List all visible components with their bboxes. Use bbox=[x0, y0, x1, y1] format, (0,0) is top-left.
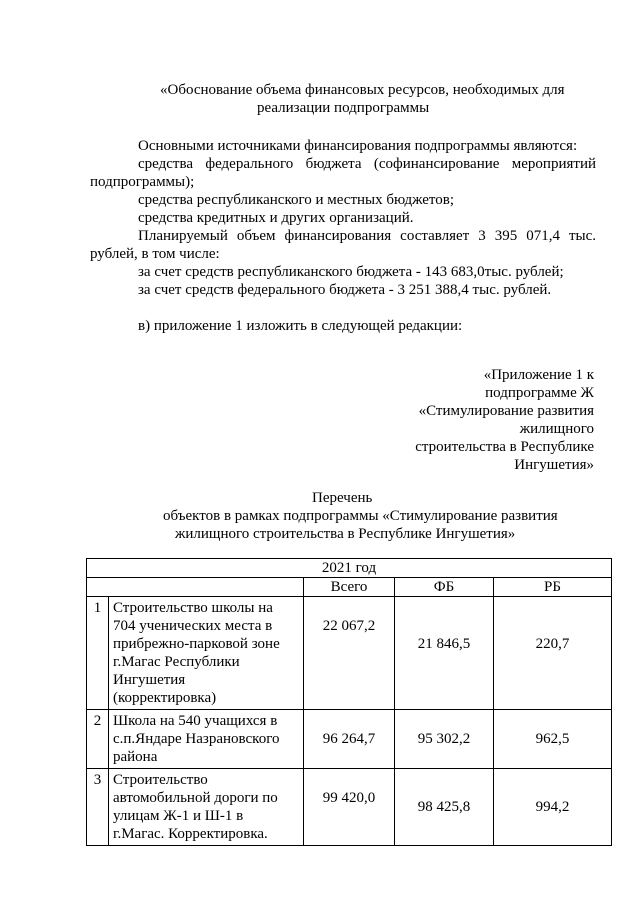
row-number: 1 bbox=[87, 597, 109, 710]
table-header-rb: РБ bbox=[494, 578, 612, 597]
section-heading-line2: реализации подпрограммы bbox=[257, 100, 430, 116]
row-number: 2 bbox=[87, 710, 109, 769]
row-object-name-line: Школа на 540 учащихся в bbox=[113, 713, 278, 729]
row-object-name-line: Строительство bbox=[113, 772, 208, 788]
table-row bbox=[87, 769, 612, 846]
row-object-name-line: прибрежно-парковой зоне bbox=[113, 636, 280, 652]
row-rb-value: 962,5 bbox=[494, 710, 612, 769]
row-object-name bbox=[109, 597, 304, 710]
row-object-name-line: с.п.Яндаре Назрановского bbox=[113, 731, 280, 747]
list-title-line1: Перечень bbox=[312, 490, 373, 506]
table-header-empty-cell bbox=[87, 578, 304, 597]
row-object-name-line: улицам Ж-1 и Ш-1 в bbox=[113, 808, 244, 824]
paragraph-republic-budget: средства республиканского и местных бюджетов; bbox=[138, 192, 455, 208]
paragraph-federal-amount: за счет средств федерального бюджета - 3 251 388,4 тыс. рублей. bbox=[138, 282, 552, 298]
table-row bbox=[87, 710, 612, 769]
row-rb-value: 220,7 bbox=[494, 597, 612, 710]
objects-table bbox=[86, 558, 612, 846]
section-heading-line1: «Обоснование объема финансовых ресурсов, необходимых для bbox=[160, 82, 565, 98]
paragraph-federal-budget-line1: средства федерального бюджета (софинансирование мероприятий bbox=[138, 156, 596, 172]
row-object-name-line: Строительство школы на bbox=[113, 600, 273, 616]
paragraph-republic-amount: за счет средств республиканского бюджета - 143 683,0тыс. рублей; bbox=[138, 264, 564, 280]
paragraph-credit-orgs: средства кредитных и других организаций. bbox=[138, 210, 414, 226]
row-total-value: 96 264,7 bbox=[304, 710, 395, 769]
row-total-value: 99 420,0 bbox=[304, 769, 395, 846]
row-object-name-line: района bbox=[113, 749, 158, 765]
appendix-label-line1: «Приложение 1 к bbox=[483, 367, 594, 383]
row-number: 3 bbox=[87, 769, 109, 846]
row-object-name-line: г.Магас. Корректировка. bbox=[113, 826, 268, 842]
row-object-name-line: г.Магас Республики bbox=[113, 654, 240, 670]
table-header-fb: ФБ bbox=[395, 578, 494, 597]
appendix-label-line4: жилищного bbox=[519, 421, 594, 437]
table-year-cell: 2021 год bbox=[87, 559, 612, 578]
appendix-label-line2: подпрограмме Ж bbox=[485, 385, 594, 401]
row-object-name-line: Ингушетия bbox=[113, 672, 186, 688]
appendix-label-line3: «Стимулирование развития bbox=[418, 403, 594, 419]
row-fb-value: 21 846,5 bbox=[395, 597, 494, 710]
paragraph-planned-volume-line1: Планируемый объем финансирования составляет 3 395 071,4 тыс. bbox=[138, 228, 596, 244]
paragraph-appendix-instruction: в) приложение 1 изложить в следующей редакции: bbox=[138, 318, 463, 334]
list-title-line3: жилищного строительства в Республике Ингушетия» bbox=[175, 526, 516, 542]
paragraph-federal-budget-line2: подпрограммы); bbox=[90, 174, 195, 190]
appendix-label-line6: Ингушетия» bbox=[514, 457, 594, 473]
row-object-name-line: автомобильной дороги по bbox=[113, 790, 278, 806]
row-object-name-line: (корректировка) bbox=[113, 690, 217, 706]
row-object-name bbox=[109, 769, 304, 846]
appendix-label-line5: строительства в Республике bbox=[415, 439, 594, 455]
row-fb-value: 95 302,2 bbox=[395, 710, 494, 769]
list-title-line2: объектов в рамках подпрограммы «Стимулирование развития bbox=[163, 508, 558, 524]
table-header-row bbox=[87, 578, 612, 597]
table-header-total: Всего bbox=[304, 578, 395, 597]
paragraph-sources-intro: Основными источниками финансирования подпрограммы являются: bbox=[138, 138, 578, 154]
table-year-row bbox=[87, 559, 612, 578]
row-total-value: 22 067,2 bbox=[304, 597, 395, 710]
row-rb-value: 994,2 bbox=[494, 769, 612, 846]
row-object-name-line: 704 ученических места в bbox=[113, 618, 273, 634]
table-row bbox=[87, 597, 612, 710]
row-object-name bbox=[109, 710, 304, 769]
row-fb-value: 98 425,8 bbox=[395, 769, 494, 846]
paragraph-planned-volume-line2: рублей, в том числе: bbox=[90, 246, 220, 262]
